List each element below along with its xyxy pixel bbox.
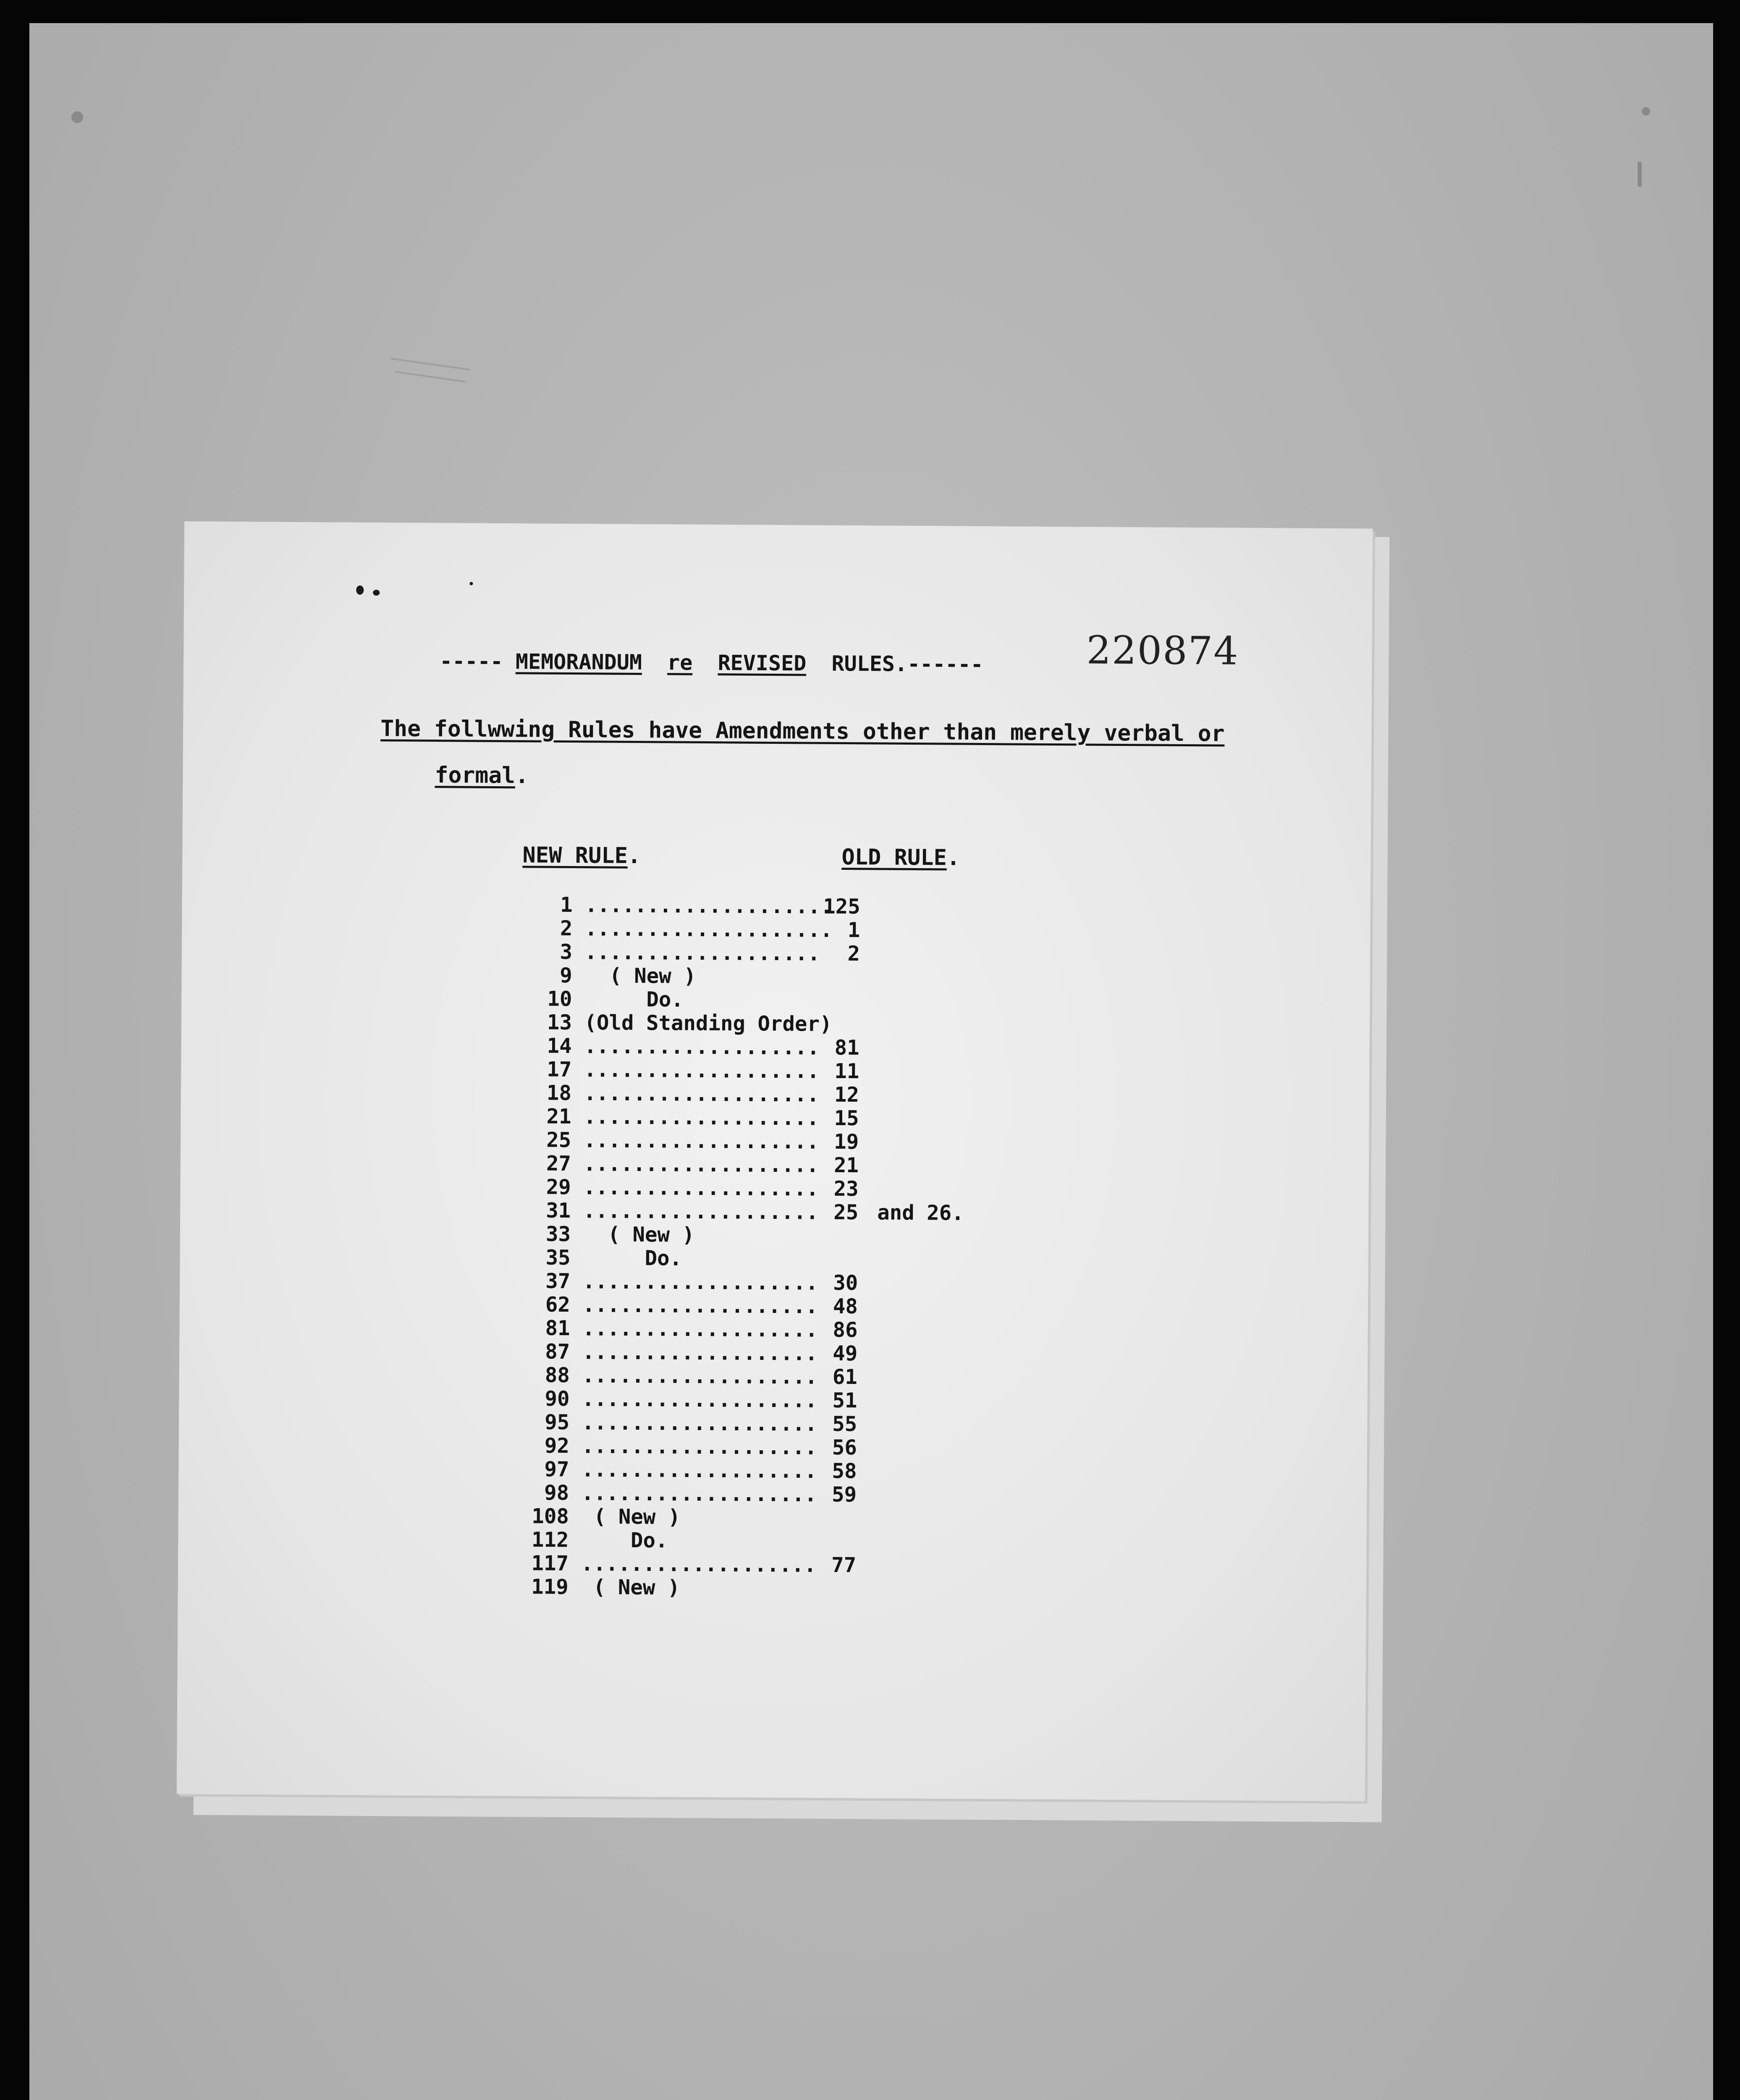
- dust-speck: [1638, 162, 1642, 187]
- rule-leader-text: ...................: [571, 1128, 819, 1154]
- new-rule-number: 18: [546, 1081, 572, 1105]
- rule-leader-text: ....................: [572, 916, 833, 942]
- rule-row: [516, 1246, 831, 1271]
- new-rule-number: 92: [544, 1433, 570, 1458]
- column-header-new-dot: .: [627, 843, 641, 869]
- column-header-old-dot: .: [946, 845, 960, 871]
- new-rule-number: 119: [531, 1575, 569, 1599]
- rule-row: [515, 1339, 858, 1366]
- new-rule-number: 97: [544, 1457, 569, 1482]
- column-header-old-label: OLD RULE: [841, 844, 947, 871]
- column-header-new-label: NEW RULE: [522, 843, 628, 869]
- old-rule-number: 125: [823, 894, 860, 919]
- new-rule-number: 21: [546, 1104, 571, 1129]
- rule-leader-text: ...................: [570, 1340, 818, 1365]
- intro-line-2: [435, 762, 529, 788]
- rule-row: [515, 1410, 857, 1436]
- new-rule-number: 2: [560, 916, 573, 941]
- rule-leader-text: ...................: [568, 1551, 817, 1577]
- rule-leader-text: Do.: [570, 1246, 682, 1270]
- rule-row: [518, 892, 860, 919]
- rule-list: [514, 892, 964, 1601]
- column-header-new-rule: [522, 843, 641, 869]
- old-rule-number: 55: [832, 1412, 857, 1436]
- old-rule-number: 49: [833, 1341, 858, 1366]
- rule-row: [515, 1316, 858, 1342]
- old-rule-number: 59: [831, 1482, 857, 1507]
- new-rule-number: 1: [560, 892, 573, 917]
- title-re: re: [667, 650, 693, 675]
- new-rule-number: 14: [547, 1034, 572, 1058]
- rule-row: [516, 1222, 831, 1248]
- old-rule-number: 86: [833, 1318, 858, 1342]
- old-rule-number: 1: [847, 918, 860, 942]
- rule-leader-text: ( New ): [572, 963, 696, 988]
- new-rule-number: 108: [532, 1504, 569, 1529]
- rule-leader-text: ...................: [570, 1316, 818, 1342]
- rule-leader-text: ...................: [569, 1481, 817, 1507]
- intro-formal: formal: [435, 762, 516, 789]
- new-rule-number: 35: [545, 1245, 571, 1270]
- rule-row: [517, 987, 832, 1013]
- new-rule-number: 62: [545, 1292, 571, 1317]
- rule-leader-text: Do.: [572, 987, 684, 1012]
- old-rule-number: 81: [834, 1035, 860, 1060]
- rule-leader-text: (Old Standing Order): [571, 1011, 832, 1036]
- scratch-mark: [391, 358, 470, 370]
- new-rule-number: 10: [547, 987, 572, 1011]
- rule-row: [517, 1081, 860, 1107]
- new-rule-number: 88: [545, 1363, 570, 1388]
- punch-mark: [373, 590, 380, 596]
- intro-period: .: [515, 763, 529, 789]
- punch-mark: [469, 582, 473, 585]
- old-rule-number: 19: [834, 1129, 859, 1154]
- rule-leader-text: Do.: [569, 1528, 668, 1553]
- new-rule-number: 87: [545, 1339, 570, 1364]
- rule-leader-text: ...................: [569, 1387, 818, 1412]
- rule-leader-text: ....................: [572, 893, 833, 919]
- old-rule-number: 25: [833, 1200, 859, 1225]
- rule-row: [517, 1057, 860, 1084]
- dust-speck: [71, 111, 83, 123]
- new-rule-number: 29: [546, 1175, 571, 1200]
- rule-leader-text: ...................: [571, 1199, 819, 1224]
- scratch-mark: [395, 371, 466, 383]
- punch-mark: [356, 585, 364, 595]
- rule-leader-text: ( New ): [570, 1222, 695, 1247]
- rule-row: [516, 1198, 964, 1225]
- title-rules: RULES.------: [831, 651, 983, 677]
- new-rule-number: 81: [545, 1316, 570, 1341]
- rule-row: [516, 1128, 859, 1154]
- dust-speck: [1642, 107, 1650, 116]
- rule-row: [515, 1363, 858, 1389]
- rule-leader-text: ...................: [570, 1293, 818, 1318]
- old-rule-number: 15: [834, 1106, 859, 1131]
- rule-leader-text: ...................: [569, 1363, 818, 1389]
- new-rule-number: 17: [547, 1057, 572, 1082]
- new-rule-number: 90: [545, 1386, 570, 1411]
- new-rule-number: 27: [546, 1151, 571, 1176]
- rule-row: [514, 1528, 829, 1554]
- rule-row: [516, 1175, 859, 1201]
- new-rule-number: 31: [546, 1198, 571, 1223]
- document-number: 220874: [1086, 627, 1239, 674]
- rule-row: [514, 1551, 857, 1578]
- rule-row: [514, 1575, 829, 1601]
- rule-row: [517, 1034, 860, 1060]
- old-rule-number: 77: [831, 1553, 857, 1578]
- old-rule-number: 30: [833, 1270, 858, 1295]
- rule-leader-text: ...................: [571, 1105, 819, 1130]
- old-rule-number: 11: [834, 1059, 860, 1084]
- old-rule-number: 56: [832, 1435, 857, 1460]
- old-rule-number: 61: [832, 1365, 858, 1389]
- old-rule-extra: and 26.: [877, 1200, 964, 1225]
- new-rule-number: 25: [546, 1128, 571, 1152]
- new-rule-number: 13: [547, 1010, 572, 1035]
- rule-row: [516, 1292, 858, 1319]
- old-rule-number: 21: [833, 1153, 859, 1178]
- rule-leader-text: ...................: [569, 1410, 818, 1436]
- rule-row: [517, 1011, 832, 1036]
- rule-row: [514, 1457, 857, 1483]
- new-rule-number: 37: [545, 1269, 571, 1294]
- intro-line-1: The follwwing Rules have Amendments other than merely verbal or: [380, 716, 1225, 747]
- rule-leader-text: ( New ): [568, 1575, 680, 1600]
- rule-row: [518, 940, 860, 966]
- old-rule-number: 12: [834, 1082, 860, 1107]
- rule-leader-text: ...................: [572, 940, 820, 966]
- old-rule-number: 51: [832, 1388, 857, 1413]
- title-memorandum: MEMORANDUM: [515, 649, 642, 675]
- rule-leader-text: ...................: [569, 1434, 818, 1460]
- old-rule-number: 58: [832, 1459, 857, 1483]
- memorandum-sheet: [177, 521, 1373, 1801]
- new-rule-number: 3: [560, 940, 573, 964]
- old-rule-number: 48: [833, 1294, 858, 1319]
- new-rule-number: 98: [544, 1480, 569, 1505]
- rule-leader-text: ...................: [569, 1457, 817, 1483]
- rule-row: [515, 1386, 857, 1413]
- title-revised: REVISED: [718, 651, 807, 676]
- new-rule-number: 9: [560, 963, 572, 988]
- rule-row: [516, 1104, 859, 1131]
- new-rule-number: 95: [545, 1410, 570, 1435]
- new-rule-number: 112: [531, 1528, 569, 1552]
- rule-leader-text: ...................: [571, 1034, 820, 1060]
- rule-leader-text: ( New ): [569, 1504, 681, 1529]
- rule-row: [514, 1480, 857, 1507]
- rule-row: [514, 1504, 829, 1530]
- rule-row: [518, 963, 833, 989]
- new-rule-number: 33: [545, 1222, 571, 1247]
- rule-row: [518, 916, 860, 942]
- rule-leader-text: ...................: [571, 1152, 819, 1177]
- rule-row: [516, 1269, 858, 1295]
- rule-leader-text: ...................: [571, 1058, 820, 1083]
- rule-leader-text: ...................: [571, 1081, 820, 1107]
- new-rule-number: 117: [531, 1551, 569, 1576]
- title-dashes: -----: [440, 649, 503, 674]
- rule-row: [515, 1433, 857, 1460]
- column-header-old-rule: [841, 845, 960, 871]
- old-rule-number: 2: [847, 942, 860, 966]
- old-rule-number: 23: [833, 1176, 859, 1201]
- rule-row: [516, 1151, 859, 1178]
- page-title: [440, 649, 983, 677]
- rule-leader-text: ...................: [570, 1269, 818, 1295]
- rule-leader-text: ...................: [571, 1175, 819, 1201]
